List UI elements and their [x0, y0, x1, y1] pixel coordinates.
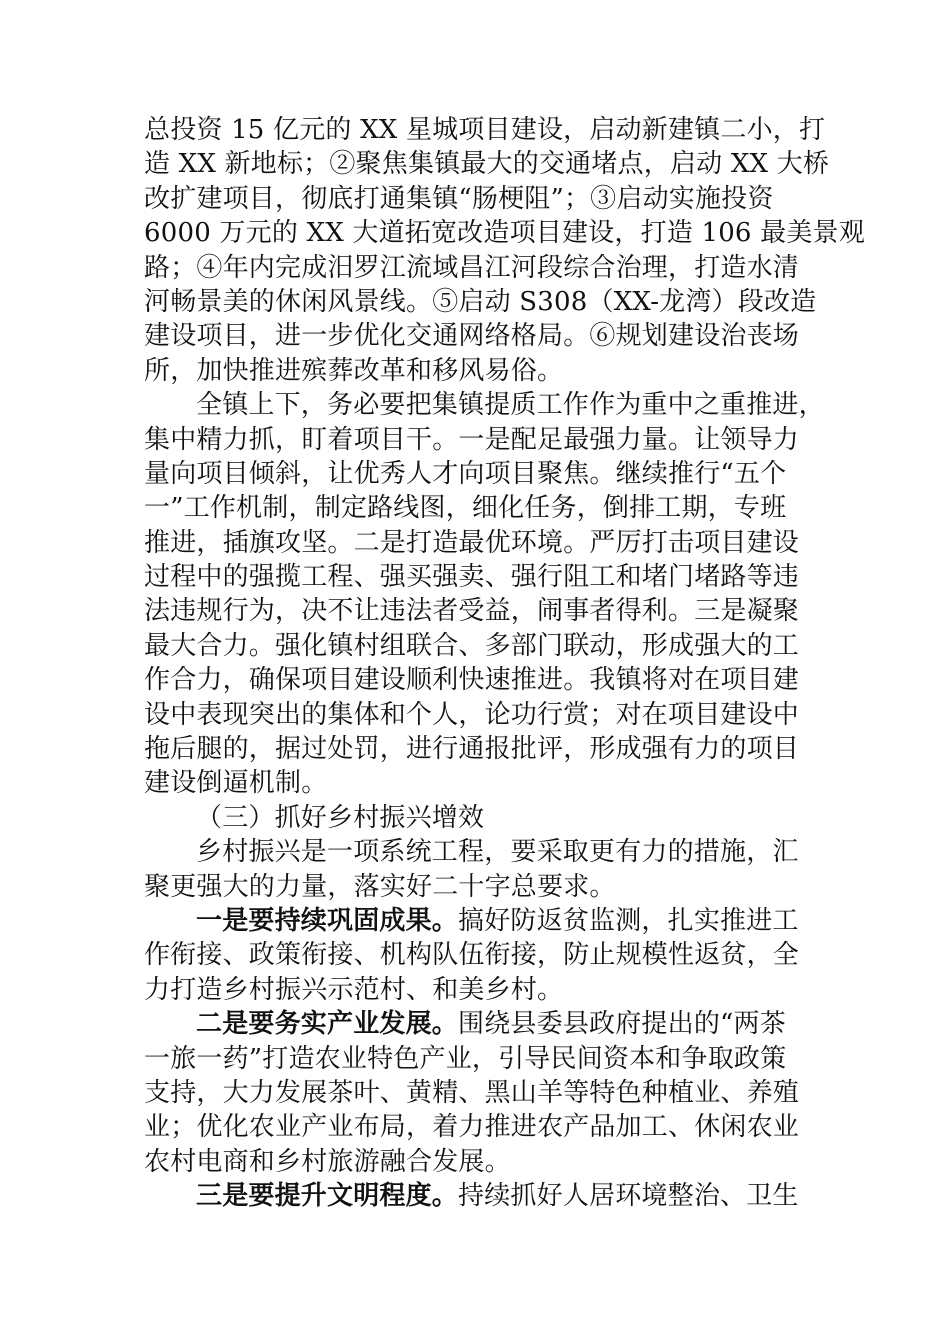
text-line: 聚更强大的力量，落实好二十字总要求。 [144, 871, 616, 902]
body-text [144, 113, 865, 1214]
text-line: 一”工作机制，制定路线图，细化任务，倒排工期，专班 [144, 493, 787, 524]
text-line: 法违规行为，决不让违法者受益，闹事者得利。三是凝聚 [144, 596, 800, 627]
text-line: 改扩建项目，彻底打通集镇“肠梗阻”；③启动实施投资 [144, 183, 774, 214]
text-line: 集中精力抓，盯着项目干。一是配足最强力量。让领导力 [144, 424, 800, 455]
paragraph-start-line [144, 1007, 824, 1041]
text-line: 业；优化农业产业布局，着力推进农产品加工、休闲农业 [144, 1112, 800, 1143]
text-line: 一旅一药”打造农业特色产业，引导民间资本和争取政策 [144, 1043, 787, 1074]
text-line: 所，加快推进殡葬改革和移风易俗。 [144, 355, 564, 386]
text-line: 建设项目，进一步优化交通网络格局。⑥规划建设治丧场 [144, 321, 800, 352]
text-line: 总投资 15 亿元的 XX 星城项目建设，启动新建镇二小，打 [144, 115, 826, 145]
bold-lead: 二是要务实产业发展。 [196, 1009, 459, 1040]
text-run: 持续抓好人居环境整治、卫生 [458, 1181, 799, 1212]
text-line: 量向项目倾斜，让优秀人才向项目聚焦。继续推行“五个 [144, 458, 787, 489]
text-line: 造 XX 新地标；②聚焦集镇最大的交通堵点，启动 XX 大桥 [144, 149, 830, 180]
section-heading: （三）抓好乡村振兴增效 [196, 802, 485, 833]
text-line: 河畅景美的休闲风景线。⑤启动 S308（XX-龙湾）段改造 [144, 286, 817, 317]
text-line: 作合力，确保项目建设顺利快速推进。我镇将对在项目建 [144, 665, 800, 696]
text-line: 作衔接、政策衔接、机构队伍衔接，防止规模性返贫，全 [144, 940, 800, 971]
text-line: 路；④年内完成汨罗江流域昌江河段综合治理，打造水清 [144, 252, 800, 283]
text-line: 支持，大力发展茶叶、黄精、黑山羊等特色种植业、养殖 [144, 1077, 800, 1108]
text-line: 建设倒逼机制。 [144, 768, 328, 799]
text-line: 农村电商和乡村旅游融合发展。 [144, 1146, 511, 1177]
text-run: 围绕县委县政府提出的“两茶 [458, 1009, 786, 1040]
text-line: 6000 万元的 XX 大道拓宽改造项目建设，打造 106 最美景观 [144, 218, 865, 249]
text-line: 推进，插旗攻坚。二是打造最优环境。严厉打击项目建设 [144, 527, 800, 558]
paragraph-start-line [144, 904, 824, 938]
paragraph-start-line: 乡村振兴是一项系统工程，要采取更有力的措施，汇 [196, 837, 799, 868]
text-line: 拖后腿的，据过处罚，进行通报批评，形成强有力的项目 [144, 734, 800, 765]
bold-lead: 一是要持续巩固成果。 [196, 905, 459, 936]
text-line: 过程中的强揽工程、强买强卖、强行阻工和堵门堵路等违 [144, 562, 800, 593]
text-line: 力打造乡村振兴示范村、和美乡村。 [144, 974, 564, 1005]
text-line: 最大合力。强化镇村组联合、多部门联动，形成强大的工 [144, 630, 800, 661]
text-line: 设中表现突出的集体和个人，论功行赏；对在项目建设中 [144, 699, 800, 730]
paragraph-start-line: 全镇上下，务必要把集镇提质工作作为重中之重推进， [196, 390, 825, 421]
text-run: 搞好防返贫监测，扎实推进工 [458, 905, 799, 936]
bold-lead: 三是要提升文明程度。 [196, 1181, 459, 1212]
paragraph-start-line [144, 1179, 824, 1213]
